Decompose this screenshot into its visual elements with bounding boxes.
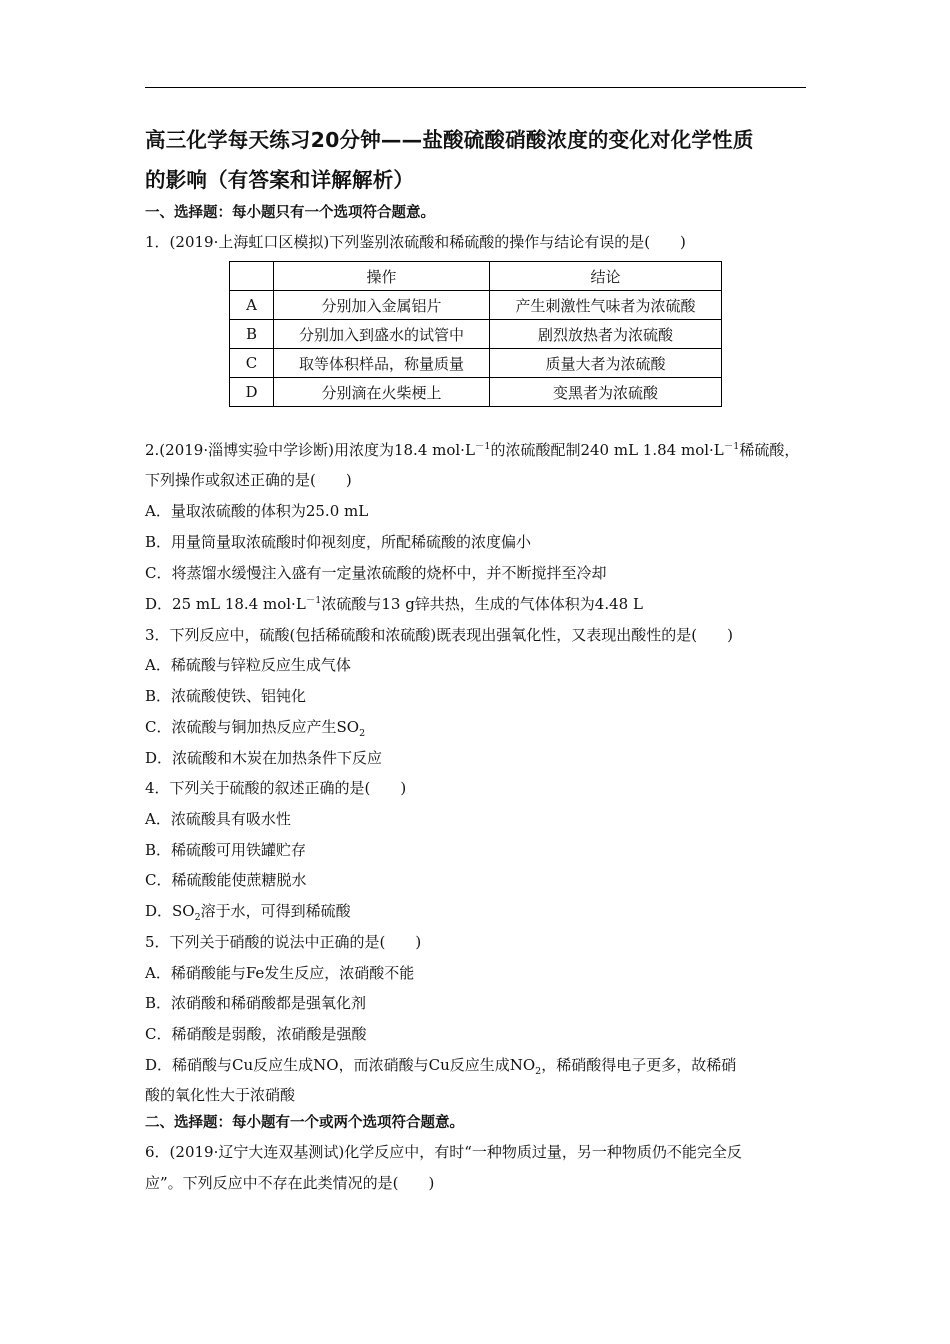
question-6-stem-line-2: 应”。下列反应中不存在此类情况的是( ): [145, 1174, 435, 1192]
question-3-option-c: [145, 716, 365, 738]
question-4-option-d: [145, 900, 351, 922]
table-row: [230, 320, 722, 349]
table-cell: 剧烈放热者为浓硫酸: [490, 320, 722, 349]
subscript: 2: [535, 1066, 542, 1077]
question-2-stem-part: 稀硫酸，: [739, 441, 800, 459]
question-5-option-d: [145, 1054, 736, 1076]
table-cell: D: [230, 378, 274, 407]
page-title-line-1: 高三化学每天练习20分钟——盐酸硫酸硝酸浓度的变化对化学性质: [145, 128, 754, 152]
table-header-cell: [230, 262, 274, 291]
question-5-option-c: C．稀硝酸是弱酸，浓硝酸是强酸: [145, 1025, 367, 1043]
question-4-option-b: B．稀硫酸可用铁罐贮存: [145, 841, 307, 859]
table-cell: 取等体积样品，称量质量: [274, 349, 490, 378]
question-2-option-b: B．用量筒量取浓硫酸时仰视刻度，所配稀硫酸的浓度偏小: [145, 533, 532, 551]
question-3-option-b: B．浓硫酸使铁、铝钝化: [145, 687, 307, 705]
section-1-heading: 一、选择题：每小题只有一个选项符合题意。: [145, 205, 435, 221]
table-cell: 分别加入金属铝片: [274, 291, 490, 320]
question-2-stem: [145, 439, 799, 461]
question-2-stem-line-2: 下列操作或叙述正确的是( ): [145, 471, 352, 489]
table-cell: 变黑者为浓硫酸: [490, 378, 722, 407]
question-4-option-a: A．浓硫酸具有吸水性: [145, 810, 291, 828]
question-6-stem: 6．(2019·辽宁大连双基测试)化学反应中，有时“一种物质过量，另一种物质仍不能完全反: [145, 1143, 742, 1161]
subscript: 2: [359, 728, 366, 739]
page-title: [145, 120, 810, 200]
question-2-option-a: A．量取浓硫酸的体积为25.0 mL: [145, 502, 369, 520]
question-4-option-c: C．稀硫酸能使蔗糖脱水: [145, 871, 307, 889]
table-cell: B: [230, 320, 274, 349]
section-2-heading: 二、选择题：每小题有一个或两个选项符合题意。: [145, 1115, 464, 1131]
option-part: D．稀硝酸与Cu反应生成NO，而浓硝酸与Cu反应生成NO: [145, 1056, 536, 1074]
superscript: －1: [723, 441, 740, 452]
option-part: C．浓硫酸与铜加热反应产生SO: [145, 718, 360, 736]
question-1-stem: 1．(2019·上海虹口区模拟)下列鉴别浓硫酸和稀硫酸的操作与结论有误的是( ): [145, 233, 686, 251]
question-5-stem: 5．下列关于硝酸的说法中正确的是( ): [145, 933, 422, 951]
question-5-option-a: A．稀硝酸能与Fe发生反应，浓硝酸不能: [145, 964, 415, 982]
question-2-stem-part: 的浓硫酸配制240 mL 1.84 mol·L: [490, 441, 724, 459]
table-cell: 分别滴在火柴梗上: [274, 378, 490, 407]
option-part: 溶于水，可得到稀硫酸: [200, 902, 351, 920]
question-3-option-d: D．浓硫酸和木炭在加热条件下反应: [145, 749, 383, 767]
table-cell: 质量大者为浓硫酸: [490, 349, 722, 378]
table-header-cell: 操作: [274, 262, 490, 291]
question-5-option-b: B．浓硝酸和稀硝酸都是强氧化剂: [145, 994, 367, 1012]
table-cell: A: [230, 291, 274, 320]
question-4-stem: 4．下列关于硫酸的叙述正确的是( ): [145, 779, 407, 797]
table-cell: 分别加入到盛水的试管中: [274, 320, 490, 349]
question-3-option-a: A．稀硫酸与锌粒反应生成气体: [145, 656, 351, 674]
table-row: [230, 349, 722, 378]
table-header-row: [230, 262, 722, 291]
table-row: [230, 291, 722, 320]
header-rule: [145, 87, 806, 88]
option-part: D．25 mL 18.4 mol·L: [145, 595, 306, 613]
question-2-option-d: [145, 593, 643, 615]
option-part: D．SO: [145, 902, 195, 920]
superscript: －1: [474, 441, 491, 452]
question-1-table: [229, 261, 722, 407]
question-2-stem-part: 2.(2019·淄博实验中学诊断)用浓度为18.4 mol·L: [145, 441, 475, 459]
table-header-cell: 结论: [490, 262, 722, 291]
table-cell: 产生刺激性气味者为浓硫酸: [490, 291, 722, 320]
question-2-option-c: C．将蒸馏水缓慢注入盛有一定量浓硫酸的烧杯中，并不断搅拌至冷却: [145, 564, 607, 582]
option-part: 浓硫酸与13 g锌共热，生成的气体体积为4.48 L: [321, 595, 643, 613]
option-part: ，稀硝酸得电子更多，故稀硝: [541, 1056, 737, 1074]
page-title-line-2: 的影响（有答案和详解解析）: [145, 168, 415, 192]
table-row: [230, 378, 722, 407]
superscript: －1: [305, 595, 322, 606]
subscript: 2: [194, 912, 201, 923]
question-3-stem: 3．下列反应中，硫酸(包括稀硫酸和浓硫酸)既表现出强氧化性，又表现出酸性的是( ): [145, 626, 733, 644]
table-cell: C: [230, 349, 274, 378]
question-5-option-d-line-2: 酸的氧化性大于浓硝酸: [145, 1086, 296, 1104]
